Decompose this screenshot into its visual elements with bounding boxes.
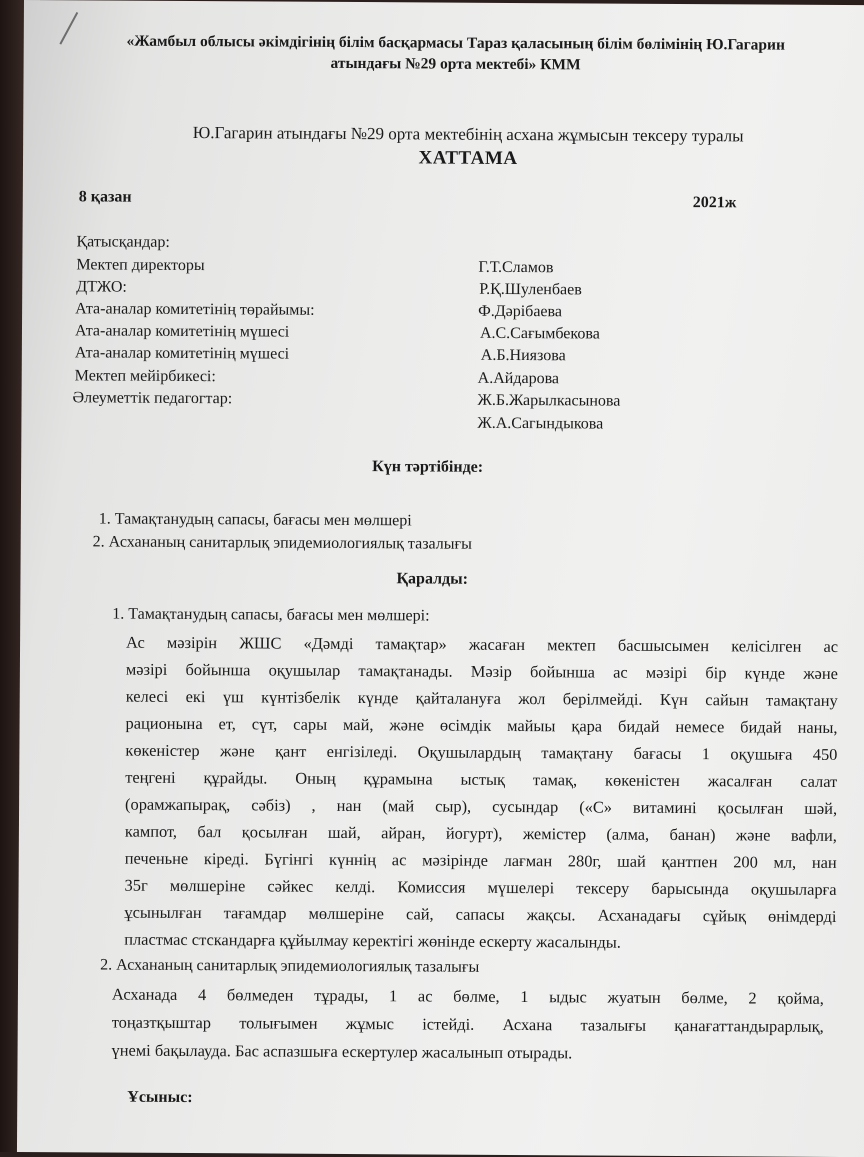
participant-name: А.Айдарова — [477, 369, 560, 388]
participant-name: Ж.Б.Жарылкасынова — [477, 391, 621, 410]
date-day: 8 қазан — [78, 188, 132, 206]
participant-role: Ата-аналар комитетінің төрайымы: — [75, 300, 315, 319]
paragraph-line: Ас мәзірін ЖШС «Дәмді тамақтар» жасаған мектеп басшысымен келісілген ас — [126, 632, 839, 656]
participant-name: Ж.А.Сагындыкова — [477, 414, 604, 433]
reviewed-heading: Қаралды: — [396, 570, 469, 588]
paragraph-line: кампот, бал қосылған шай, айран, йогурт), жемістер (алма, банан) және вафли, — [124, 821, 837, 845]
participant-name: А.С.Сағымбекова — [479, 324, 600, 343]
participant-role: Ата-аналар комитетінің мүшесі — [74, 322, 290, 341]
document-subtitle: Ю.Гагарин атындағы №29 орта мектебінің асхана жұмысын тексеру туралы — [192, 123, 744, 146]
participant-role: ДТЖО: — [76, 278, 127, 296]
document-page — [17, 0, 864, 1157]
date-year: 2021ж — [692, 194, 737, 212]
paragraph-line: (орамжапырақ, сәбіз) , нан (май сыр), сусындар («С» витамині қосылған шәй, — [125, 794, 838, 818]
participants-heading: Қатысқандар: — [76, 233, 170, 251]
paragraph-line: печеньне кіреді. Бүгінгі күннің ас мәзірінде лағман 280г, шай қантпен 200 мл, нан — [124, 848, 837, 872]
reviewed-item2-title: 2. Асхананың санитарлық эпидемиологиялық тазалығы — [100, 956, 480, 976]
participant-name: А.Б.Ниязова — [480, 346, 566, 365]
paragraph-line: теңгені құрайды. Оның құрамына ыстық тамақ, көкеністен жасалған салат — [125, 767, 838, 791]
paragraph-line: келесі екі үш күнтізбелік күнде қайталануға жол берілмейді. Күн сайын тамақтану — [125, 686, 838, 710]
participant-role: Мектеп мейірбикесі: — [74, 367, 216, 386]
participant-name: Г.Т.Сламов — [478, 258, 554, 277]
org-header-line2: атындағы №29 орта мектебі» КММ — [330, 54, 581, 74]
paragraph-line: мәзірі бойынша оқушылар тамақтанады. Мәзір бойынша ас мәзірі бір күнде және — [125, 659, 838, 683]
paragraph-line: пластмас стскандарға құйылмау керектігі жөнінде ескерту жасалынды. — [124, 929, 621, 952]
agenda-heading: Күн тәртібінде: — [372, 458, 484, 476]
reviewed-item1-title: 1. Тамақтанудың сапасы, бағасы мен мөлшері: — [112, 605, 430, 625]
participant-name: Ф.Дәрібаева — [478, 302, 563, 321]
agenda-item: 1. Тамақтанудың сапасы, бағасы мен мөлшері — [98, 510, 412, 530]
document-title: ХАТТАМА — [418, 147, 518, 170]
proposal-heading: Ұсыныс: — [127, 1088, 193, 1107]
agenda-item: 2. Асхананың санитарлық эпидемиологиялық тазалығы — [92, 533, 472, 553]
paragraph-line: үнемі бақылауда. Бас аспазшыға ескертулер жасалынып отырады. — [111, 1040, 573, 1063]
participant-name: Р.Қ.Шуленбаев — [479, 280, 582, 299]
paragraph-line: ұсынылған тағамдар мөлшеріне сай, сапасы жақсы. Асханадағы сұйық өнімдерді — [124, 902, 837, 926]
paragraph-line: рационына ет, сүт, сары май, және өсімдік майыы қара бидай немесе бидай наны, — [125, 713, 838, 737]
org-header-line1: «Жамбыл облысы әкімдігінің білім басқармасы Тараз қаласының білім бөлімінің Ю.Гагарин — [126, 32, 785, 54]
paragraph-line: 35г мөлшеріне сәйкес келді. Комиссия мүшелері тексеру барысында оқушыларға — [124, 875, 837, 899]
participant-role: Ата-аналар комитетінің мүшесі — [74, 344, 290, 363]
paragraph-line: көкеністер және қант енгізіледі. Оқушылардың тамақтану бағасы 1 оқушыға 450 — [125, 740, 838, 764]
paragraph-line: тоңазтқыштар толығымен жұмыс істейді. Асхана тазалығы қанағаттандырарлық, — [111, 1012, 824, 1036]
participant-role: Әлеуметтік педагогтар: — [72, 389, 233, 408]
paragraph-line: Асханада 4 бөлмеден тұрады, 1 ас бөлме, 1 ыдыс жуатын бөлме, 2 қойма, — [111, 984, 824, 1008]
participant-role: Мектеп директоры — [76, 256, 205, 275]
